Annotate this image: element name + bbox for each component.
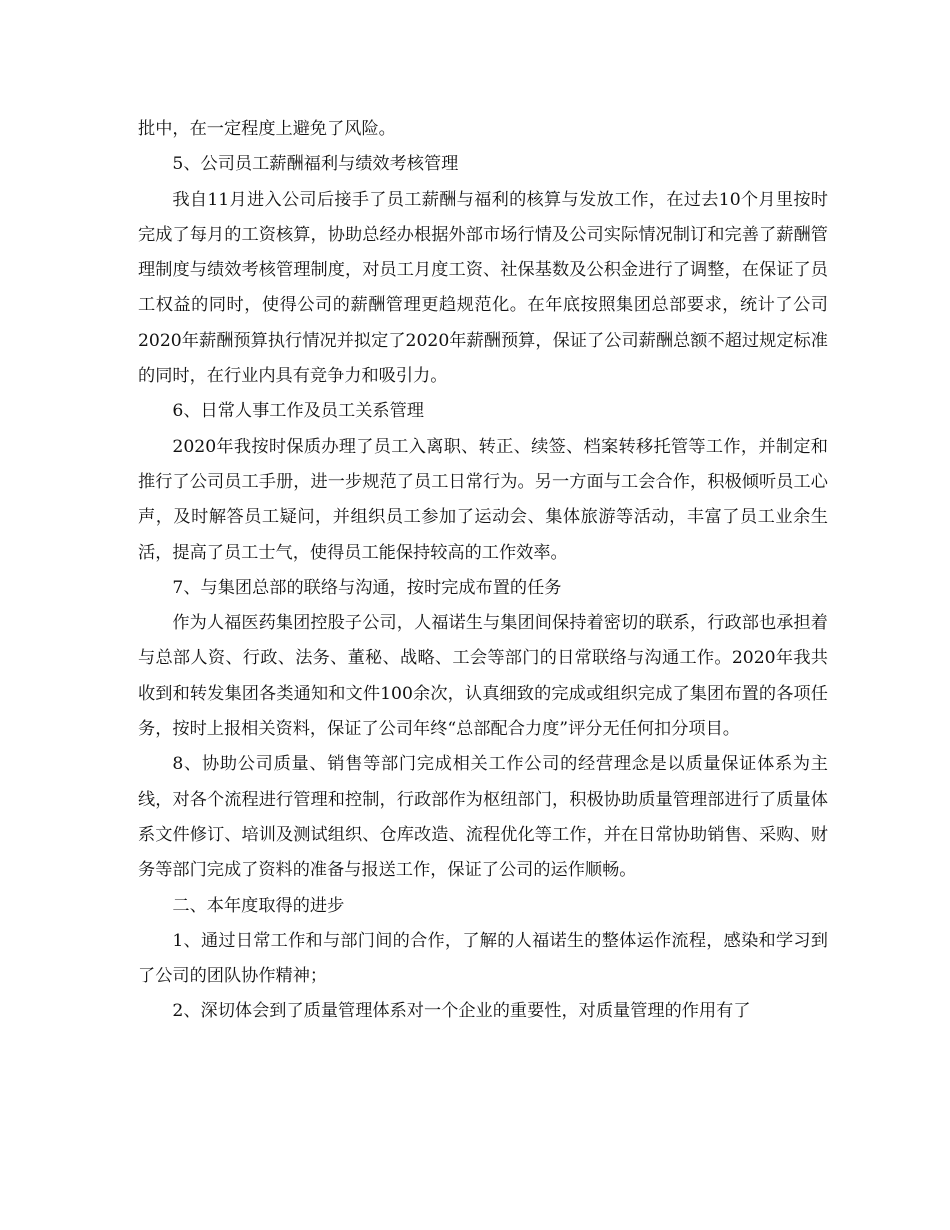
- paragraph-continuation: 批中，在一定程度上避免了风险。: [138, 119, 396, 139]
- paragraph-personnel: 2020年我按时保质办理了员工入离职、转正、续签、档案转移托管等工作，并制定和推行了公司员工手册，进一步规范了员工日常行为。另一方面与工会合作，积极倾听员工心声，及时解答员工疑问，并组织员工参加了运动会、集体旅游等活动，丰富了员工业余生活，提高了员工士气，使得员工能保持较高的工作效率。: [138, 436, 828, 563]
- paragraph-group-liaison: 作为人福医药集团控股子公司，人福诺生与集团间保持着密切的联系，行政部也承担着与总部人资、行政、法务、董秘、战略、工会等部门的日常联络与沟通工作。2020年我共收到和转发集团各类通知和文件100余次，认真细致的完成或组织完成了集团布置的各项任务，按时上报相关资料，保证了公司年终“总部配合力度”评分无任何扣分项目。: [138, 613, 828, 740]
- paragraph-salary: 我自11月进入公司后接手了员工薪酬与福利的核算与发放工作，在过去10个月里按时完成了每月的工资核算，协助总经办根据外部市场行情及公司实际情况制订和完善了薪酬管理制度与绩效考核管理制度，对员工月度工资、社保基数及公积金进行了调整，在保证了员工权益的同时，使得公司的薪酬管理更趋规范化。在年底按照集团总部要求，统计了公司2020年薪酬预算执行情况并拟定了2020年薪酬预算，保证了公司薪酬总额不超过规定标准的同时，在行业内具有竞争力和吸引力。: [138, 189, 828, 387]
- document-body: [138, 112, 828, 1030]
- paragraph-progress-1: 1、通过日常工作和与部门间的合作，了解的人福诺生的整体运作流程，感染和学习到了公司的团队协作精神；: [138, 930, 828, 987]
- paragraph-progress-2: 2、深切体会到了质量管理体系对一个企业的重要性，对质量管理的作用有了: [172, 1001, 751, 1022]
- section-heading-5: 5、公司员工薪酬福利与绩效考核管理: [172, 154, 459, 175]
- section-heading-7: 7、与集团总部的联络与沟通，按时完成布置的任务: [172, 577, 562, 598]
- paragraph-quality-sales: 8、协助公司质量、销售等部门完成相关工作公司的经营理念是以质量保证体系为主线，对各个流程进行管理和控制，行政部作为枢纽部门，积极协助质量管理部进行了质量体系文件修订、培训及测试组织、仓库改造、流程优化等工作，并在日常协助销售、采购、财务等部门完成了资料的准备与报送工作，保证了公司的运作顺畅。: [138, 754, 828, 881]
- section-heading-6: 6、日常人事工作及员工关系管理: [172, 401, 424, 422]
- section-heading-progress: 二、本年度取得的进步: [172, 895, 345, 916]
